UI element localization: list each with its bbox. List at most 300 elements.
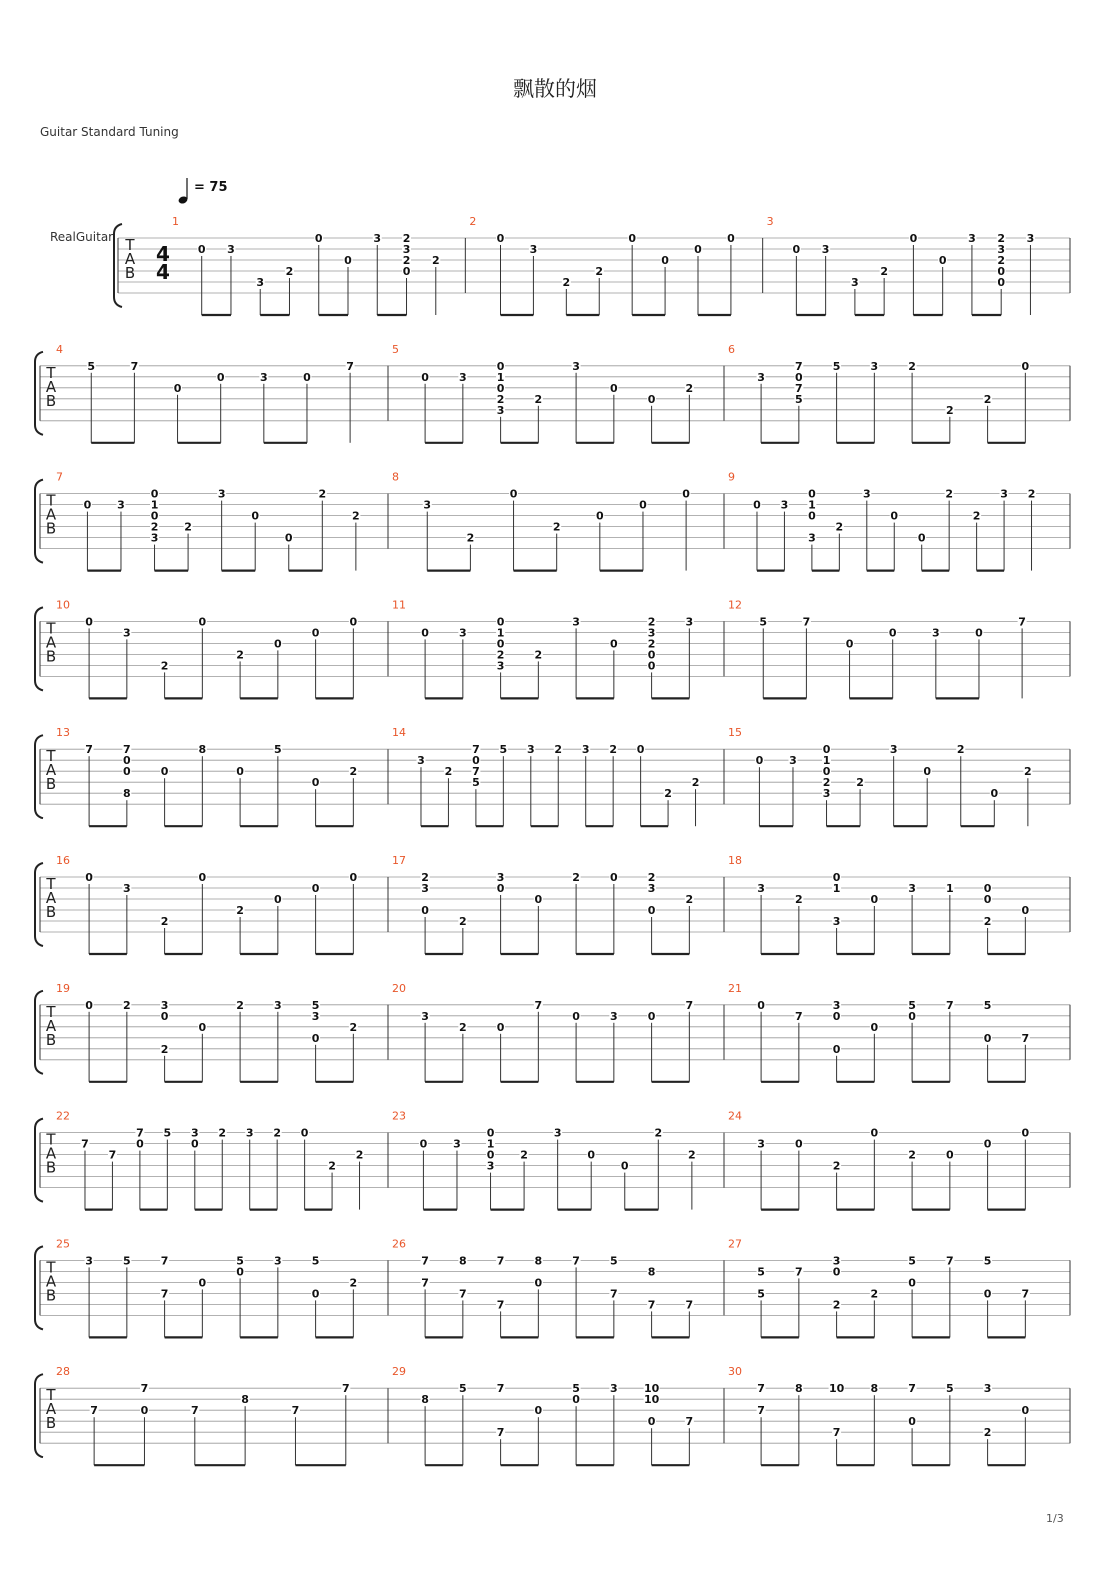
fret-number: 0 <box>647 1009 656 1023</box>
fret-number: 0 <box>888 626 897 640</box>
fret-number: 0 <box>620 1159 629 1173</box>
fret-number: 0 <box>870 893 879 906</box>
fret-number: 0 <box>486 1148 495 1162</box>
fret-number: 0 <box>572 1393 580 1407</box>
fret-number: 7 <box>496 1382 505 1396</box>
fret-number: 2 <box>647 637 656 651</box>
measure-number: 20 <box>392 981 406 995</box>
fret-number: 2 <box>520 1148 528 1162</box>
tab-system <box>35 1365 1070 1465</box>
fret-number: 0 <box>923 765 932 779</box>
fret-number: 8 <box>534 1254 543 1268</box>
fret-number: 5 <box>983 1254 992 1268</box>
fret-number: 2 <box>318 487 327 501</box>
measure-number: 15 <box>728 726 742 740</box>
system-bracket <box>35 607 43 690</box>
tab-clef-letter: B <box>45 1286 57 1305</box>
tab-clef-letter: B <box>45 647 57 666</box>
fret-number: 0 <box>83 498 92 512</box>
fret-number: 0 <box>274 893 282 906</box>
tab-system <box>35 726 1070 826</box>
fret-number: 2 <box>835 520 844 534</box>
fret-number: 0 <box>496 637 505 651</box>
tab-clef-letter: B <box>45 1414 57 1433</box>
fret-number: 5 <box>983 998 992 1012</box>
fret-number: 7 <box>534 998 543 1012</box>
measure-number: 11 <box>392 598 406 612</box>
fret-number: 0 <box>997 276 1006 289</box>
measure-number: 24 <box>728 1109 742 1123</box>
fret-number: 0 <box>344 254 352 267</box>
fret-number: 2 <box>184 520 192 534</box>
fret-number: 0 <box>983 1137 992 1151</box>
fret-number: 3 <box>274 998 282 1012</box>
fret-number: 2 <box>795 893 803 906</box>
fret-number: 3 <box>526 743 535 757</box>
fret-number: 7 <box>802 615 811 629</box>
system-bracket <box>35 1374 43 1457</box>
fret-number: 7 <box>795 359 803 373</box>
fret-number: 3 <box>997 243 1006 256</box>
fret-number: 3 <box>459 626 467 640</box>
fret-number: 0 <box>1021 359 1030 373</box>
fret-number: 3 <box>862 487 871 501</box>
fret-number: 5 <box>163 1126 172 1140</box>
fret-number: 5 <box>274 743 282 757</box>
fret-number: 0 <box>284 531 293 545</box>
measure-number: 30 <box>728 1365 742 1379</box>
fret-number: 3 <box>496 659 505 673</box>
fret-number: 0 <box>496 1020 505 1034</box>
fret-number: 0 <box>150 509 159 523</box>
fret-number: 0 <box>596 509 604 523</box>
fret-number: 3 <box>908 882 916 895</box>
fret-number: 0 <box>496 232 505 245</box>
fret-number: 0 <box>534 1404 543 1418</box>
fret-number: 7 <box>795 381 803 395</box>
fret-number: 3 <box>1026 232 1035 245</box>
fret-number: 0 <box>647 392 656 406</box>
system-bracket <box>35 735 43 818</box>
fret-number: 0 <box>628 232 636 245</box>
fret-number: 0 <box>636 743 645 757</box>
tab-clef-letter: A <box>45 505 57 524</box>
fret-number: 2 <box>496 392 505 406</box>
fret-number: 5 <box>795 392 803 406</box>
fret-number: 5 <box>572 1382 580 1396</box>
fret-number: 3 <box>808 531 816 545</box>
tab-clef-letter: B <box>45 1030 57 1049</box>
fret-number: 3 <box>610 1009 618 1023</box>
fret-number: 2 <box>647 871 656 884</box>
fret-number: 2 <box>832 1298 841 1312</box>
fret-number: 0 <box>197 243 206 256</box>
fret-number: 7 <box>421 1276 429 1290</box>
fret-number: 5 <box>908 998 916 1012</box>
system-bracket <box>35 991 43 1074</box>
fret-number: 0 <box>983 882 992 895</box>
tab-system <box>35 343 1070 443</box>
fret-number: 5 <box>123 1254 131 1268</box>
fret-number: 7 <box>647 1298 656 1312</box>
fret-number: 7 <box>685 1298 694 1312</box>
fret-number: 0 <box>795 1137 803 1151</box>
system-bracket <box>35 1119 43 1202</box>
tab-clef-letter: B <box>45 391 57 410</box>
fret-number: 0 <box>496 359 505 373</box>
fret-number: 5 <box>908 1254 916 1268</box>
measure-number: 14 <box>392 726 406 740</box>
fret-number: 5 <box>610 1254 618 1268</box>
measure-number: 23 <box>392 1109 406 1123</box>
fret-number: 0 <box>832 1009 841 1023</box>
fret-number: 0 <box>610 381 618 395</box>
fret-number: 2 <box>402 232 411 245</box>
fret-number: 2 <box>150 520 159 534</box>
fret-number: 2 <box>688 1148 696 1162</box>
tab-system <box>35 1110 1070 1210</box>
measure-number: 12 <box>728 598 742 612</box>
score-title: 飘散的烟 <box>513 77 597 101</box>
fret-number: 7 <box>85 743 93 757</box>
tab-clef-letter: T <box>46 1002 56 1021</box>
system-bracket <box>35 1246 43 1329</box>
fret-number: 0 <box>1021 1404 1030 1418</box>
fret-number: 0 <box>496 381 505 395</box>
fret-number: 7 <box>757 1382 765 1396</box>
measure-number: 27 <box>728 1237 742 1251</box>
fret-number: 2 <box>983 392 992 406</box>
fret-number: 0 <box>727 232 735 245</box>
page-number: 1/3 <box>1046 1512 1064 1525</box>
tab-system <box>35 471 1070 571</box>
fret-number: 0 <box>402 265 411 278</box>
fret-number: 7 <box>346 359 354 373</box>
system-bracket <box>35 863 43 946</box>
fret-number: 2 <box>946 403 954 417</box>
fret-number: 1 <box>496 626 505 640</box>
fret-number: 0 <box>795 370 803 384</box>
fret-number: 2 <box>972 509 981 523</box>
fret-number: 2 <box>880 265 888 278</box>
fret-number: 2 <box>349 765 358 779</box>
fret-number: 0 <box>808 509 816 523</box>
measure-number: 1 <box>172 215 179 228</box>
system-bracket <box>35 480 43 563</box>
fret-number: 2 <box>459 915 467 928</box>
fret-number: 7 <box>140 1382 149 1396</box>
fret-number: 0 <box>173 381 182 395</box>
fret-number: 3 <box>423 498 432 512</box>
fret-number: 3 <box>851 276 859 289</box>
fret-number: 5 <box>946 1382 954 1396</box>
fret-number: 0 <box>251 509 260 523</box>
fret-number: 2 <box>459 1020 467 1034</box>
fret-number: 0 <box>236 1265 244 1279</box>
fret-number: 3 <box>932 626 940 640</box>
fret-number: 3 <box>160 998 169 1012</box>
tab-clef-letter: T <box>125 236 135 254</box>
fret-number: 3 <box>421 1009 429 1023</box>
fret-number: 0 <box>274 637 282 651</box>
fret-number: 7 <box>130 359 139 373</box>
fret-number: 8 <box>198 743 207 757</box>
fret-number: 7 <box>572 1254 580 1268</box>
fret-number: 2 <box>647 615 656 629</box>
fret-number: 0 <box>236 765 244 779</box>
fret-number: 2 <box>1024 765 1032 779</box>
fret-number: 0 <box>85 998 93 1012</box>
fret-number: 3 <box>572 359 580 373</box>
fret-number: 0 <box>997 265 1006 278</box>
fret-number: 3 <box>123 882 131 895</box>
tab-clef-letter: T <box>46 363 56 382</box>
fret-number: 2 <box>534 392 543 406</box>
fret-number: 7 <box>496 1298 505 1312</box>
fret-number: 3 <box>610 1382 618 1396</box>
fret-number: 7 <box>946 1254 954 1268</box>
fret-number: 0 <box>908 1276 916 1290</box>
fret-number: 3 <box>227 243 235 256</box>
fret-number: 2 <box>402 254 411 267</box>
fret-number: 2 <box>236 648 244 662</box>
fret-number: 3 <box>496 403 505 417</box>
fret-number: 3 <box>983 1382 992 1396</box>
fret-number: 2 <box>822 776 831 790</box>
fret-number: 3 <box>832 998 841 1012</box>
fret-number: 7 <box>472 765 480 779</box>
fret-number: 2 <box>956 743 965 757</box>
fret-number: 3 <box>260 370 268 384</box>
tab-clef-letter: A <box>45 1016 57 1035</box>
fret-number: 2 <box>997 254 1006 267</box>
fret-number: 0 <box>845 637 854 651</box>
fret-number: 7 <box>496 1254 505 1268</box>
fret-number: 3 <box>459 370 467 384</box>
fret-number: 0 <box>311 776 320 790</box>
fret-number: 0 <box>123 754 131 768</box>
fret-number: 2 <box>554 743 563 757</box>
instrument-name: RealGuitar <box>50 230 114 244</box>
fret-number: 0 <box>419 1137 428 1151</box>
fret-number: 3 <box>553 1126 562 1140</box>
fret-number: 3 <box>123 626 131 640</box>
fret-number: 0 <box>832 871 841 884</box>
fret-number: 2 <box>285 265 294 278</box>
fret-number: 3 <box>757 1137 765 1151</box>
fret-number: 8 <box>421 1393 429 1407</box>
fret-number: 2 <box>466 531 475 545</box>
fret-number: 0 <box>496 615 505 629</box>
fret-number: 2 <box>654 1126 663 1140</box>
fret-number: 0 <box>349 615 358 629</box>
fret-number: 0 <box>472 754 480 768</box>
fret-number: 2 <box>609 743 617 757</box>
fret-number: 0 <box>990 787 999 801</box>
fret-number: 1 <box>150 498 159 512</box>
fret-number: 5 <box>87 359 96 373</box>
fret-number: 0 <box>85 615 93 629</box>
fret-number: 2 <box>832 1159 841 1173</box>
fret-number: 0 <box>1021 1126 1030 1140</box>
tab-clef-letter: A <box>45 1400 57 1419</box>
fret-number: 7 <box>610 1287 618 1301</box>
fret-number: 3 <box>581 743 590 757</box>
fret-number: 0 <box>486 1126 495 1140</box>
fret-number: 0 <box>975 626 983 640</box>
fret-number: 2 <box>552 520 561 534</box>
fret-number: 5 <box>311 1254 320 1268</box>
fret-number: 0 <box>349 871 358 884</box>
fret-number: 0 <box>303 370 311 384</box>
fret-number: 2 <box>431 254 440 267</box>
fret-number: 0 <box>647 1415 656 1429</box>
tab-clef-letter: B <box>45 903 57 921</box>
fret-number: 8 <box>647 1265 656 1279</box>
tab-clef-letter: A <box>45 1144 57 1163</box>
fret-number: 2 <box>352 509 360 523</box>
fret-number: 2 <box>1027 487 1036 501</box>
time-signature-digit: 4 <box>156 242 170 266</box>
fret-number: 3 <box>789 754 797 768</box>
tab-system <box>35 598 1070 698</box>
fret-number: 3 <box>496 871 505 884</box>
measure-number: 8 <box>392 470 399 484</box>
measure-number: 21 <box>728 981 742 995</box>
fret-number: 0 <box>890 509 899 523</box>
tab-clef-letter: A <box>45 1272 57 1291</box>
fret-number: 7 <box>946 998 954 1012</box>
fret-number: 8 <box>795 1382 803 1396</box>
fret-number: 7 <box>160 1254 169 1268</box>
fret-number: 3 <box>274 1254 282 1268</box>
fret-number: 5 <box>832 359 841 373</box>
fret-number: 3 <box>822 787 831 801</box>
tab-system <box>35 982 1070 1082</box>
fret-number: 1 <box>808 498 816 512</box>
fret-number: 0 <box>822 743 831 757</box>
fret-number: 3 <box>85 1254 93 1268</box>
fret-number: 2 <box>444 765 453 779</box>
fret-number: 5 <box>757 1265 765 1279</box>
fret-number: 0 <box>938 254 947 267</box>
fret-number: 7 <box>1021 1031 1030 1045</box>
fret-number: 7 <box>1021 1287 1030 1301</box>
fret-number: 5 <box>472 776 480 790</box>
fret-number: 7 <box>685 998 694 1012</box>
fret-number: 10 <box>828 1382 845 1396</box>
fret-number: 3 <box>870 359 879 373</box>
fret-number: 2 <box>160 659 169 673</box>
fret-number: 3 <box>245 1126 254 1140</box>
fret-number: 2 <box>273 1126 281 1140</box>
fret-number: 0 <box>198 871 207 884</box>
tab-clef-letter: B <box>45 775 57 794</box>
fret-number: 3 <box>1000 487 1008 501</box>
measure-number: 16 <box>56 854 70 867</box>
fret-number: 2 <box>349 1020 358 1034</box>
fret-number: 0 <box>198 1276 207 1290</box>
fret-number: 0 <box>123 765 131 779</box>
measure-number: 22 <box>56 1109 70 1123</box>
fret-number: 8 <box>459 1254 467 1268</box>
fret-number: 0 <box>140 1404 149 1418</box>
fret-number: 0 <box>610 871 618 884</box>
fret-number: 0 <box>496 882 505 895</box>
fret-number: 7 <box>421 1254 429 1268</box>
measure-number: 28 <box>56 1365 70 1379</box>
measure-number: 26 <box>392 1237 406 1251</box>
fret-number: 5 <box>236 1254 244 1268</box>
fret-number: 2 <box>236 904 244 917</box>
tab-clef-letter: T <box>46 875 56 893</box>
fret-number: 2 <box>160 1042 169 1056</box>
fret-number: 1 <box>832 882 841 895</box>
fret-number: 7 <box>757 1404 765 1418</box>
fret-number: 3 <box>190 1126 199 1140</box>
fret-number: 2 <box>997 232 1006 245</box>
tab-clef-letter: A <box>45 889 57 907</box>
fret-number: 0 <box>534 1276 543 1290</box>
fret-number: 3 <box>821 243 830 256</box>
fret-number: 3 <box>373 232 382 245</box>
fret-number: 0 <box>908 1415 916 1429</box>
fret-number: 1 <box>496 370 505 384</box>
fret-number: 0 <box>870 1020 879 1034</box>
fret-number: 0 <box>509 487 518 501</box>
fret-number: 3 <box>647 626 656 640</box>
fret-number: 2 <box>328 1159 336 1173</box>
fret-number: 8 <box>241 1393 249 1407</box>
fret-number: 7 <box>123 743 131 757</box>
tab-clef-letter: T <box>46 491 56 510</box>
measure-number: 18 <box>728 854 742 867</box>
fret-number: 2 <box>595 265 604 278</box>
fret-number: 5 <box>499 743 508 757</box>
fret-number: 0 <box>983 1287 992 1301</box>
measure-number: 17 <box>392 854 406 867</box>
measure-number: 2 <box>469 215 477 228</box>
fret-number: 0 <box>198 1020 207 1034</box>
tab-system <box>35 1237 1070 1337</box>
fret-number: 1 <box>486 1137 495 1151</box>
fret-number: 10 <box>643 1382 660 1396</box>
fret-number: 2 <box>355 1148 364 1162</box>
fret-number: 0 <box>661 254 669 267</box>
fret-number: 0 <box>311 882 320 895</box>
fret-number: 0 <box>908 1009 916 1023</box>
fret-number: 0 <box>572 1009 580 1023</box>
fret-number: 0 <box>85 871 93 884</box>
tab-clef-letter: T <box>46 619 56 638</box>
fret-number: 0 <box>587 1148 596 1162</box>
fret-number: 7 <box>1018 615 1026 629</box>
fret-number: 2 <box>691 776 700 790</box>
fret-number: 3 <box>889 743 898 757</box>
fret-number: 8 <box>123 787 131 801</box>
fret-number: 0 <box>421 904 429 917</box>
fret-number: 0 <box>136 1137 144 1151</box>
fret-number: 3 <box>780 498 789 512</box>
fret-number: 0 <box>421 626 429 640</box>
measure-number: 29 <box>392 1365 406 1379</box>
fret-number: 2 <box>218 1126 227 1140</box>
fret-number: 0 <box>753 498 761 512</box>
fret-number: 0 <box>946 1148 954 1162</box>
fret-number: 0 <box>216 370 225 384</box>
fret-number: 0 <box>832 1042 841 1056</box>
fret-number: 3 <box>529 243 538 256</box>
